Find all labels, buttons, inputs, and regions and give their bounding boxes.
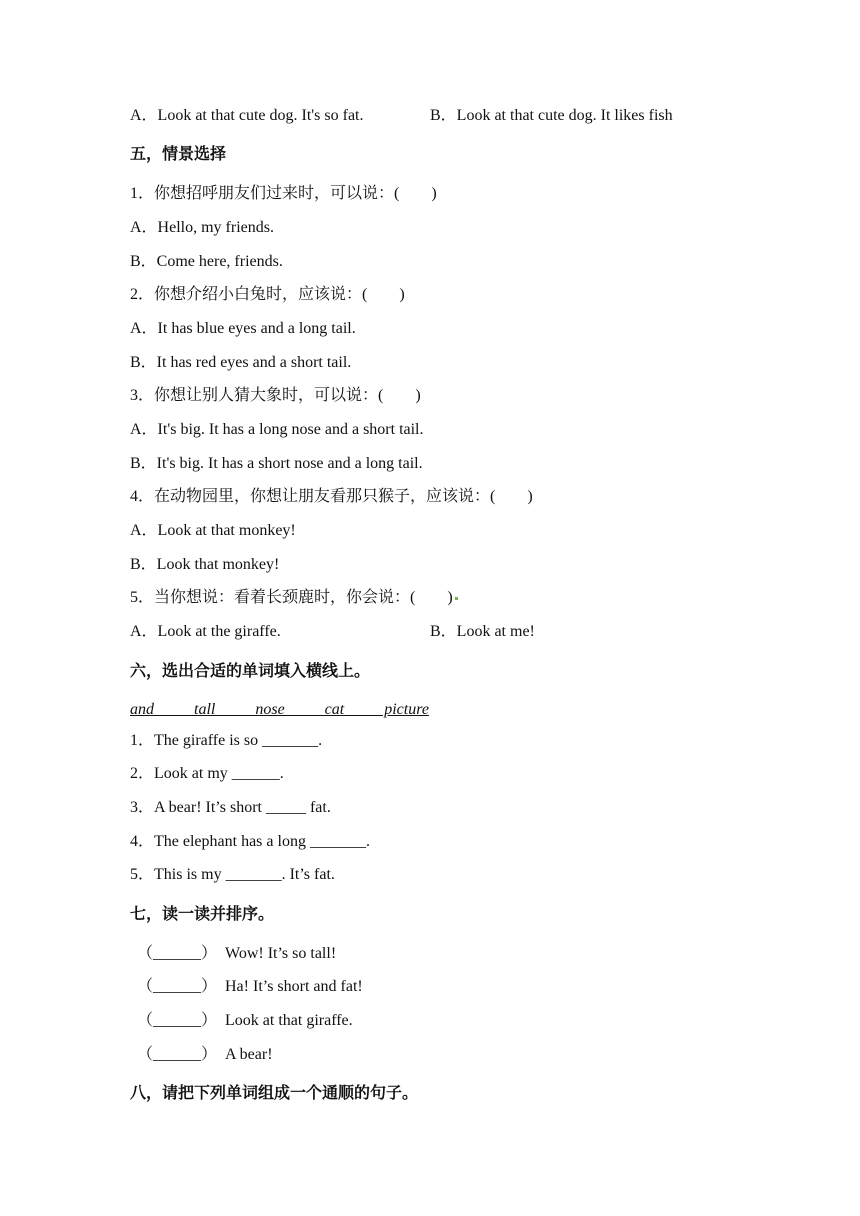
s5-q4-b: B．Look that monkey! [130, 556, 280, 573]
s6-q3: 3．A bear! It’s short _____ fat. [130, 799, 331, 816]
s5-q3-b: B．It's big. It has a short nose and a long tail. [130, 455, 423, 472]
s6-q1: 1．The giraffe is so _______. [130, 732, 323, 749]
section-8-heading: 八，请把下列单词组成一个通顺的句子。 [130, 1083, 419, 1102]
s5-q2-b: B．It has red eyes and a short tail. [130, 354, 352, 371]
s6-q5: 5．This is my _______. It’s fat. [130, 866, 335, 883]
s5-q5-b: B．Look at me! [430, 623, 535, 640]
s6-q4: 4．The elephant has a long _______. [130, 833, 370, 850]
s5-q5-a: A．Look at the giraffe. [130, 623, 281, 640]
top-option-b: B．Look at that cute dog. It likes fish [430, 107, 673, 124]
s5-q1-b: B．Come here, friends. [130, 253, 283, 270]
section-5-heading: 五，情景选择 [130, 144, 227, 163]
s5-q1-a: A．Hello, my friends. [130, 219, 274, 236]
top-option-a: A．Look at that cute dog. It's so fat. [130, 107, 364, 124]
s5-q2: 2．你想介绍小白兔时，应该说：( ) [130, 286, 405, 303]
s5-q5: 5．当你想说：看着长颈鹿时，你会说：( ) [130, 589, 453, 606]
s7-item-1: （______） Wow! It’s so tall! [137, 945, 337, 962]
s5-q4-a: A．Look at that monkey! [130, 522, 296, 539]
s7-item-3: （______） Look at that giraffe. [137, 1012, 353, 1029]
s7-item-2: （______） Ha! It’s short and fat! [137, 978, 363, 995]
s5-q3-a: A．It's big. It has a long nose and a short tail. [130, 421, 424, 438]
s5-q4: 4．在动物园里，你想让朋友看那只猴子，应该说：( ) [130, 488, 533, 505]
s5-q2-a: A．It has blue eyes and a long tail. [130, 320, 356, 337]
s5-q1: 1．你想招呼朋友们过来时，可以说：( ) [130, 185, 437, 202]
word-bank: and tall nose cat picture [130, 701, 429, 718]
s7-item-4: （______） A bear! [137, 1046, 273, 1063]
section-6-heading: 六，选出合适的单词填入横线上。 [130, 661, 371, 680]
section-7-heading: 七，读一读并排序。 [130, 904, 275, 923]
s5-q3: 3．你想让别人猜大象时，可以说：( ) [130, 387, 421, 404]
stray-dot-mark [455, 597, 458, 600]
s6-q2: 2．Look at my ______. [130, 765, 284, 782]
